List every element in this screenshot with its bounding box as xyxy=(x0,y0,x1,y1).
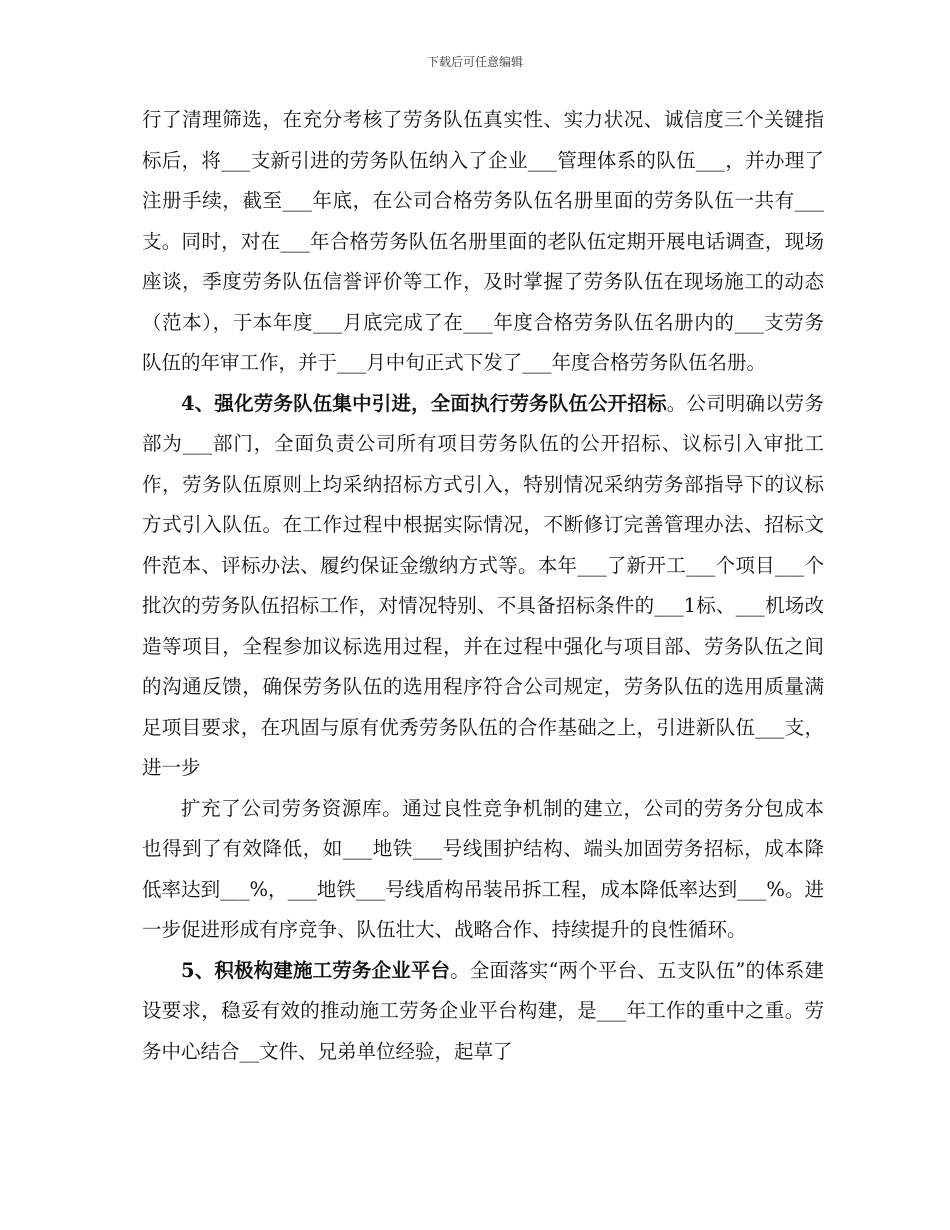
paragraph-1: 行了清理筛选，在充分考核了劳务队伍真实性、实力状况、诚信度三个关键指标后，将___支新引进的劳务队伍纳入了企业___管理体系的队伍___，并办理了注册手续，截至___年底，在公司合格劳务队伍名册里面的劳务队伍一共有___支。同时，对在___年合格劳务队伍名册里面的老队伍定期开展电话调查，现场座谈，季度劳务队伍信誉评价等工作，及时掌握了劳务队伍在现场施工的动态（范本），于本年度___月底完成了在___年度合格劳务队伍名册内的___支劳务队伍的年审工作，并于___月中旬正式下发了___年度合格劳务队伍名册。 xyxy=(142,108,824,374)
document-body xyxy=(142,100,824,1072)
section-heading-4: 4、强化劳务队伍集中引进，全面执行劳务队伍公开招标 xyxy=(181,391,667,415)
section-heading-5: 5、积极构建施工劳务企业平台 xyxy=(181,958,451,982)
paragraph-4-text: 。全面落实“两个平台、五支队伍”的体系建设要求，稳妥有效的推动施工劳务企业平台构建，是___年工作的重中之重。劳务中心结合__文件、兄弟单位经验，起草了 xyxy=(142,958,824,1063)
page-header: 下载后可任意编辑 xyxy=(426,55,523,69)
paragraph-3: 扩充了公司劳务资源库。通过良性竞争机制的建立，公司的劳务分包成本也得到了有效降低，如___地铁___号线围护结构、端头加固劳务招标，成本降低率达到___%，___地铁___号线盾构吊装吊拆工程，成本降低率达到___%。进一步促进形成有序竞争、队伍壮大、战略合作、持续提升的良性循环。 xyxy=(142,796,824,941)
paragraph-2-text: 。公司明确以劳务部为___部门，全面负责公司所有项目劳务队伍的公开招标、议标引入审批工作，劳务队伍原则上均采纳招标方式引入，特别情况采纳劳务部指导下的议标方式引入队伍。在工作过程中根据实际情况，不断修订完善管理办法、招标文件范本、评标办法、履约保证金缴纳方式等。本年___了新开工___个项目___个批次的劳务队伍招标工作，对情况特别、不具备招标条件的___1标、___机场改造等项目，全程参加议标选用过程，并在过程中强化与项目部、劳务队伍之间的沟通反馈，确保劳务队伍的选用程序符合公司规定，劳务队伍的选用质量满足项目要求，在巩固与原有优秀劳务队伍的合作基础之上，引进新队伍___支，进一步 xyxy=(142,391,824,779)
paragraph-4 xyxy=(142,951,824,1073)
paragraph-2 xyxy=(142,384,824,789)
